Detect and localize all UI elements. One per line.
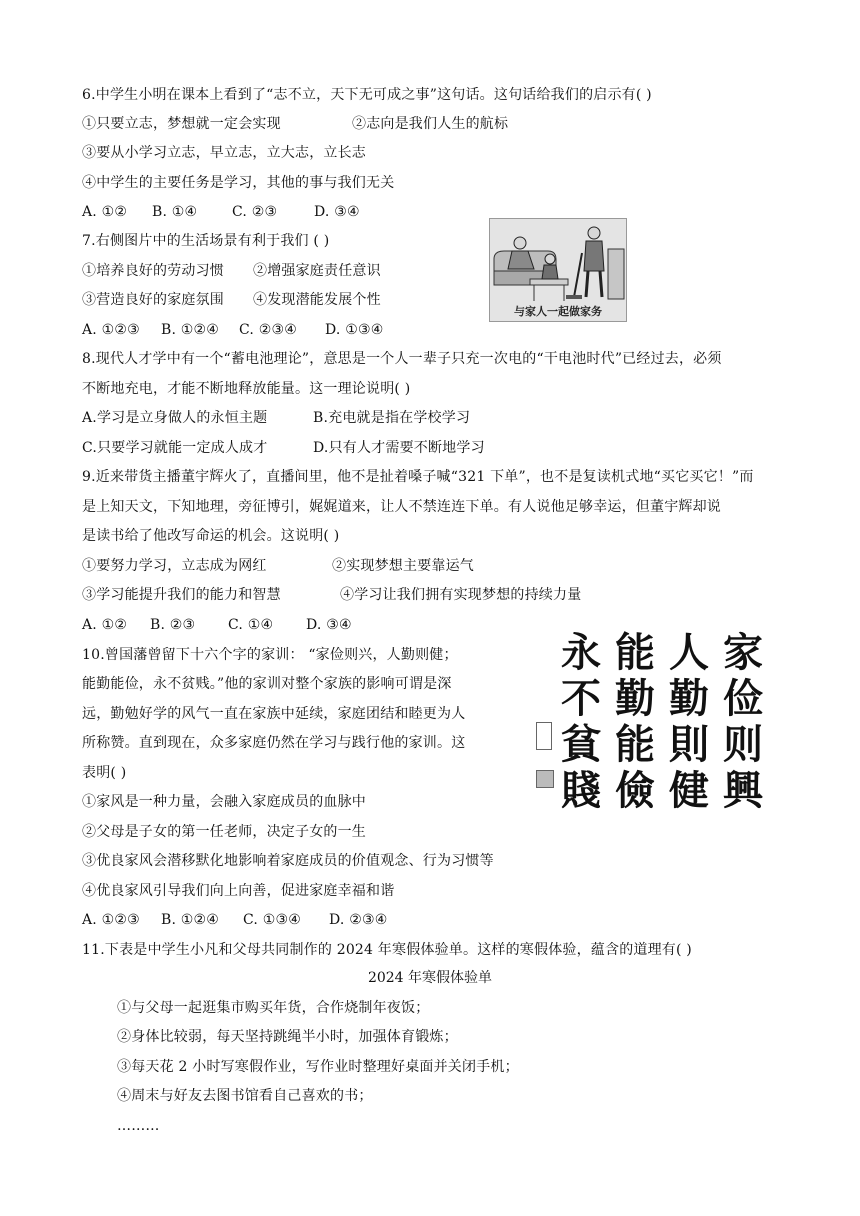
seal-stamp	[536, 770, 554, 788]
calligraphy-char: 家	[723, 629, 763, 676]
q9-stem-line-1: 9.近来带货主播董宇辉火了，直播间里，他不是扯着嗓子喊“321 下单”，也不是复读机式地“买它买它！”而	[82, 469, 754, 485]
q10-stem-line-2: 能勤能俭，永不贫贱。”他的家训对整个家族的影响可谓是深	[82, 676, 452, 692]
calligraphy-char: 勤	[669, 675, 709, 722]
q10-statement-3: ③优良家风会潜移默化地影响着家庭成员的价值观念、行为习惯等	[82, 853, 494, 869]
q8-option-d: D.只有人才需要不断地学习	[313, 440, 485, 456]
seal-mark	[536, 722, 552, 750]
q10-options	[82, 910, 387, 930]
q9-option-a: A. ①②	[82, 617, 128, 633]
calligraphy-column-4	[556, 630, 606, 814]
q9-option-d: D. ③④	[306, 617, 352, 633]
q6-statement-4: ④中学生的主要任务是学习，其他的事与我们无关	[82, 175, 395, 191]
q6-option-a: A. ①②	[82, 204, 128, 220]
q8-option-b: B.充电就是指在学校学习	[313, 410, 471, 426]
q6-option-d: D. ③④	[314, 204, 360, 220]
illustration-caption: 与家人一起做家务	[514, 305, 602, 318]
q10-option-d: D. ②③④	[329, 912, 388, 928]
q6-option-b: B. ①④	[152, 204, 198, 220]
q10-option-a: A. ①②③	[82, 912, 140, 928]
q7-statement-3: ③营造良好的家庭氛围	[82, 292, 224, 308]
housework-illustration	[489, 218, 627, 322]
calligraphy-char: 健	[669, 767, 709, 814]
q7-option-b: B. ①②④	[161, 322, 220, 338]
q11-item-2: ②身体比较弱，每天坚持跳绳半小时，加强体育锻炼；	[117, 1029, 458, 1045]
q7-options	[82, 320, 383, 340]
q10-statement-1: ①家风是一种力量，会融入家庭成员的血脉中	[82, 794, 366, 810]
calligraphy-column-3	[610, 630, 660, 814]
calligraphy-char: 则	[723, 721, 763, 768]
calligraphy-char: 則	[669, 721, 709, 768]
q9-stem-line-2: 是上知天文，下知地理，旁征博引，娓娓道来，让人不禁连连下单。有人说他足够幸运，但董宇辉却说	[82, 499, 721, 515]
calligraphy-char: 儉	[615, 767, 655, 814]
q6-stem: 6.中学生小明在课本上看到了“志不立，天下无可成之事”这句话。这句话给我们的启示有( )	[82, 87, 652, 103]
q9-options	[82, 615, 352, 635]
calligraphy-char: 賤	[561, 767, 601, 814]
q6-statement-2: ②志向是我们人生的航标	[352, 116, 509, 132]
q6-option-c: C. ②③	[232, 204, 278, 220]
q7-stem: 7.右侧图片中的生活场景有利于我们 ( )	[82, 233, 330, 249]
calligraphy-char: 勤	[615, 675, 655, 722]
calligraphy-char: 不	[561, 675, 601, 722]
q9-option-c: C. ①④	[228, 617, 274, 633]
q6-options	[82, 202, 360, 222]
q7-option-c: C. ②③④	[239, 322, 297, 338]
calligraphy-column-1	[718, 630, 768, 814]
q9-statement-2: ②实现梦想主要靠运气	[332, 558, 474, 574]
calligraphy-column-2	[664, 630, 714, 814]
q10-stem-line-3: 远，勤勉好学的风气一直在家族中延续，家庭团结和睦更为人	[82, 706, 466, 722]
q7-statement-2: ②增强家庭责任意识	[253, 263, 381, 279]
q9-statement-4: ④学习让我们拥有实现梦想的持续力量	[340, 587, 582, 603]
q10-option-b: B. ①②④	[161, 912, 220, 928]
calligraphy-char: 永	[561, 629, 601, 676]
q7-statement-4: ④发现潜能发展个性	[253, 292, 381, 308]
q11-stem: 11.下表是中学生小凡和父母共同制作的 2024 年寒假体验单。这样的寒假体验，蕴含的道理有( )	[82, 942, 692, 958]
q11-table-title: 2024 年寒假体验单	[367, 970, 493, 986]
q8-option-c: C.只要学习就能一定成人成才	[82, 440, 268, 456]
calligraphy-char: 人	[669, 629, 709, 676]
q11-item-4: ④周末与好友去图书馆看自己喜欢的书；	[117, 1088, 373, 1104]
q11-item-3: ③每天花 2 小时写寒假作业，写作业时整理好桌面并关闭手机；	[117, 1059, 519, 1075]
q8-stem-line-2: 不断地充电，才能不断地释放能量。这一理论说明( )	[82, 381, 411, 397]
calligraphy-char: 俭	[723, 675, 763, 722]
q9-option-b: B. ②③	[150, 617, 196, 633]
q10-statement-4: ④优良家风引导我们向上向善，促进家庭幸福和谐	[82, 883, 395, 899]
q10-stem-line-1: 10.曾国藩曾留下十六个字的家训： “家俭则兴，人勤则健；	[82, 647, 458, 663]
q8-stem-line-1: 8.现代人才学中有一个“蓄电池理论”，意思是一个人一辈子只充一次电的“干电池时代”已经过去，必须	[82, 351, 722, 367]
q7-option-a: A. ①②③	[82, 322, 140, 338]
q10-statement-2: ②父母是子女的第一任老师，决定子女的一生	[82, 824, 366, 840]
q10-stem-line-5: 表明( )	[82, 765, 127, 781]
q7-statement-1: ①培养良好的劳动习惯	[82, 263, 224, 279]
calligraphy-char: 貧	[561, 721, 601, 768]
q9-stem-line-3: 是读书给了他改写命运的机会。这说明( )	[82, 528, 340, 544]
q6-statement-3: ③要从小学习立志，早立志，立大志，立长志	[82, 145, 366, 161]
calligraphy-char: 興	[723, 767, 763, 814]
family-motto-calligraphy	[528, 622, 778, 827]
q11-item-ellipsis: ………	[117, 1118, 160, 1134]
q7-option-d: D. ①③④	[325, 322, 384, 338]
q6-statement-1: ①只要立志，梦想就一定会实现	[82, 116, 281, 132]
q8-option-a: A.学习是立身做人的永恒主题	[82, 410, 268, 426]
q11-item-1: ①与父母一起逛集市购买年货，合作烧制年夜饭；	[117, 1000, 430, 1016]
q10-stem-line-4: 所称赞。直到现在，众多家庭仍然在学习与践行他的家训。这	[82, 735, 466, 751]
q9-statement-1: ①要努力学习，立志成为网红	[82, 558, 267, 574]
q9-statement-3: ③学习能提升我们的能力和智慧	[82, 587, 281, 603]
calligraphy-char: 能	[615, 629, 655, 676]
calligraphy-char: 能	[615, 721, 655, 768]
q10-option-c: C. ①③④	[243, 912, 301, 928]
